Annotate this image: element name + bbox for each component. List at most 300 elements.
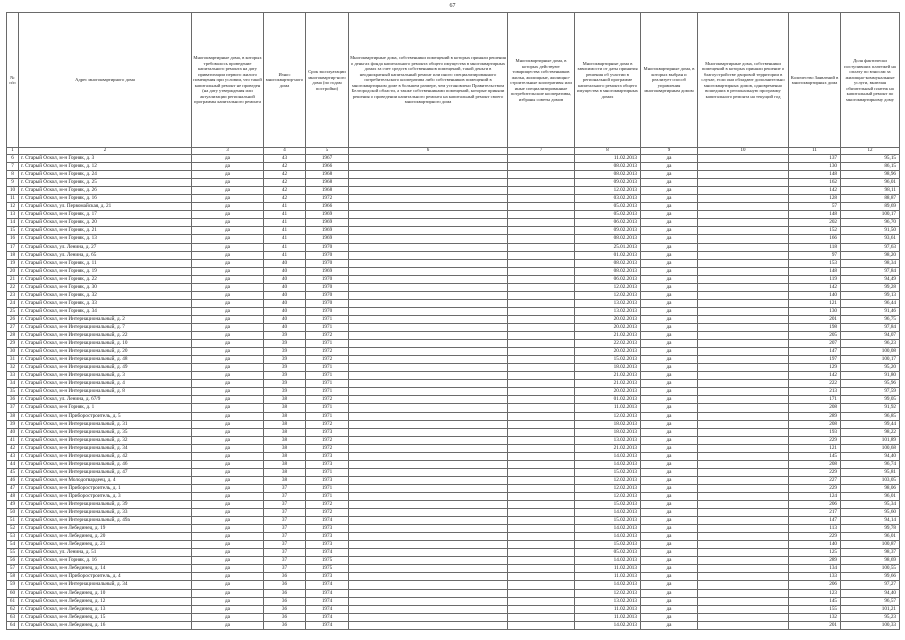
owners-decision-cell xyxy=(349,179,508,187)
column-header-5: Срок эксплуатации многоквартир-ного дома (по годам постройки) xyxy=(306,13,349,148)
management-method-cell: да xyxy=(641,396,698,404)
table-row xyxy=(7,404,900,412)
wear-cell: 37 xyxy=(264,549,306,557)
address-cell: г. Старый Оскол, м-н Горняк, д. 16 xyxy=(19,195,192,203)
hoa-cell xyxy=(508,235,575,243)
decision-date-cell: 11.02.2013 xyxy=(575,404,641,412)
table-row xyxy=(7,187,900,195)
row-number-cell: 49 xyxy=(7,501,19,509)
table-row xyxy=(7,460,900,468)
address-cell: г. Старый Оскол, м-н Горняк, д. 33 xyxy=(19,299,192,307)
address-cell: г. Старый Оскол, ул. Первомайская, д. 21 xyxy=(19,203,192,211)
wear-cell: 37 xyxy=(264,525,306,533)
wear-cell: 37 xyxy=(264,501,306,509)
table-header-row xyxy=(7,13,900,148)
wear-cell: 37 xyxy=(264,533,306,541)
hoa-cell xyxy=(508,573,575,581)
address-cell: г. Старый Оскол, м-н Приборостроитель, д. 4 xyxy=(19,573,192,581)
row-number-cell: 12 xyxy=(7,203,19,211)
address-cell: г. Старый Оскол, м-н Интернациональный, д. 32 xyxy=(19,436,192,444)
payment-share-cell: 98,69 xyxy=(841,557,900,565)
wear-cell: 40 xyxy=(264,267,306,275)
owners-decision-cell xyxy=(349,332,508,340)
row-number-cell: 41 xyxy=(7,436,19,444)
address-cell: г. Старый Оскол, м-н Горняк, д. 3 xyxy=(19,155,192,163)
landscaping-cell xyxy=(698,315,789,323)
repair-required-cell: да xyxy=(192,356,264,364)
management-method-cell: да xyxy=(641,525,698,533)
construction-year-cell: 1970 xyxy=(306,259,349,267)
row-number-cell: 17 xyxy=(7,243,19,251)
hoa-cell xyxy=(508,323,575,331)
wear-cell: 36 xyxy=(264,573,306,581)
repair-required-cell: да xyxy=(192,468,264,476)
row-number-cell: 47 xyxy=(7,484,19,492)
address-cell: г. Старый Оскол, м-н Интернациональный, д. 2 xyxy=(19,315,192,323)
decision-date-cell: 12.02.2013 xyxy=(575,492,641,500)
row-number-cell: 9 xyxy=(7,179,19,187)
hoa-cell xyxy=(508,605,575,613)
row-number-cell: 22 xyxy=(7,283,19,291)
repair-required-cell: да xyxy=(192,364,264,372)
applications-count-cell: 125 xyxy=(789,549,841,557)
owners-decision-cell xyxy=(349,291,508,299)
table-row xyxy=(7,621,900,629)
row-number-cell: 34 xyxy=(7,380,19,388)
row-number-cell: 8 xyxy=(7,171,19,179)
decision-date-cell: 05.02.2013 xyxy=(575,211,641,219)
decision-date-cell: 15.02.2013 xyxy=(575,468,641,476)
applications-count-cell: 140 xyxy=(789,291,841,299)
payment-share-cell: 96,23 xyxy=(841,340,900,348)
repair-required-cell: да xyxy=(192,420,264,428)
construction-year-cell: 1970 xyxy=(306,275,349,283)
hoa-cell xyxy=(508,243,575,251)
column-number-2: 2 xyxy=(19,148,192,155)
repair-required-cell: да xyxy=(192,203,264,211)
column-header-12: Доля фактически поступивших платежей на оплату по взносам за жилищно-коммунальные услуги, включая обязательный платеж на капитальный ремонт по многоквартирному дому xyxy=(841,13,900,148)
wear-cell: 41 xyxy=(264,235,306,243)
address-cell: г. Старый Оскол, м-н Горняк, д. 12 xyxy=(19,163,192,171)
hoa-cell xyxy=(508,267,575,275)
decision-date-cell: 03.02.2013 xyxy=(575,195,641,203)
landscaping-cell xyxy=(698,283,789,291)
applications-count-cell: 132 xyxy=(789,613,841,621)
management-method-cell: да xyxy=(641,219,698,227)
table-row xyxy=(7,589,900,597)
column-number-4: 4 xyxy=(264,148,306,155)
repair-required-cell: да xyxy=(192,171,264,179)
repair-required-cell: да xyxy=(192,597,264,605)
construction-year-cell: 1966 xyxy=(306,203,349,211)
management-method-cell: да xyxy=(641,557,698,565)
table-row xyxy=(7,476,900,484)
decision-date-cell: 11.02.2013 xyxy=(575,605,641,613)
owners-decision-cell xyxy=(349,492,508,500)
owners-decision-cell xyxy=(349,581,508,589)
landscaping-cell xyxy=(698,565,789,573)
decision-date-cell: 21.02.2013 xyxy=(575,444,641,452)
landscaping-cell xyxy=(698,501,789,509)
repair-required-cell: да xyxy=(192,380,264,388)
repair-required-cell: да xyxy=(192,179,264,187)
wear-cell: 36 xyxy=(264,581,306,589)
wear-cell: 40 xyxy=(264,307,306,315)
repair-required-cell: да xyxy=(192,195,264,203)
table-row xyxy=(7,323,900,331)
management-method-cell: да xyxy=(641,155,698,163)
construction-year-cell: 1972 xyxy=(306,195,349,203)
management-method-cell: да xyxy=(641,621,698,629)
table-row xyxy=(7,364,900,372)
repair-required-cell: да xyxy=(192,484,264,492)
hoa-cell xyxy=(508,348,575,356)
applications-count-cell: 147 xyxy=(789,517,841,525)
applications-count-cell: 129 xyxy=(789,364,841,372)
management-method-cell: да xyxy=(641,436,698,444)
table-row xyxy=(7,219,900,227)
management-method-cell: да xyxy=(641,549,698,557)
owners-decision-cell xyxy=(349,613,508,621)
wear-cell: 40 xyxy=(264,323,306,331)
construction-year-cell: 1975 xyxy=(306,557,349,565)
wear-cell: 36 xyxy=(264,613,306,621)
table-row xyxy=(7,372,900,380)
hoa-cell xyxy=(508,251,575,259)
owners-decision-cell xyxy=(349,356,508,364)
address-cell: г. Старый Оскол, м-н Интернациональный, д. 35 xyxy=(19,428,192,436)
payment-share-cell: 100,17 xyxy=(841,211,900,219)
landscaping-cell xyxy=(698,492,789,500)
management-method-cell: да xyxy=(641,460,698,468)
table-row xyxy=(7,307,900,315)
payment-share-cell: 99,44 xyxy=(841,420,900,428)
address-cell: г. Старый Оскол, ул. Ленина, д. 51 xyxy=(19,549,192,557)
payment-share-cell: 94,40 xyxy=(841,452,900,460)
management-method-cell: да xyxy=(641,259,698,267)
management-method-cell: да xyxy=(641,613,698,621)
applications-count-cell: 142 xyxy=(789,187,841,195)
decision-date-cell: 11.02.2013 xyxy=(575,565,641,573)
owners-decision-cell xyxy=(349,589,508,597)
management-method-cell: да xyxy=(641,533,698,541)
repair-required-cell: да xyxy=(192,501,264,509)
row-number-cell: 42 xyxy=(7,444,19,452)
row-number-cell: 45 xyxy=(7,468,19,476)
payment-share-cell: 96,85 xyxy=(841,412,900,420)
repair-required-cell: да xyxy=(192,251,264,259)
repair-required-cell: да xyxy=(192,605,264,613)
applications-count-cell: 153 xyxy=(789,259,841,267)
hoa-cell xyxy=(508,283,575,291)
row-number-cell: 62 xyxy=(7,605,19,613)
wear-cell: 41 xyxy=(264,243,306,251)
table-row xyxy=(7,525,900,533)
wear-cell: 36 xyxy=(264,605,306,613)
construction-year-cell: 1973 xyxy=(306,460,349,468)
applications-count-cell: 118 xyxy=(789,243,841,251)
row-number-cell: 44 xyxy=(7,460,19,468)
owners-decision-cell xyxy=(349,348,508,356)
construction-year-cell: 1974 xyxy=(306,581,349,589)
repair-required-cell: да xyxy=(192,589,264,597)
construction-year-cell: 1969 xyxy=(306,235,349,243)
decision-date-cell: 21.02.2013 xyxy=(575,332,641,340)
payment-share-cell: 91,46 xyxy=(841,307,900,315)
landscaping-cell xyxy=(698,476,789,484)
wear-cell: 38 xyxy=(264,428,306,436)
repair-required-cell: да xyxy=(192,283,264,291)
wear-cell: 38 xyxy=(264,460,306,468)
wear-cell: 38 xyxy=(264,476,306,484)
landscaping-cell xyxy=(698,396,789,404)
table-row xyxy=(7,340,900,348)
wear-cell: 38 xyxy=(264,404,306,412)
decision-date-cell: 20.02.2013 xyxy=(575,323,641,331)
owners-decision-cell xyxy=(349,517,508,525)
management-method-cell: да xyxy=(641,299,698,307)
column-header-7: Многоквартирные дома, в которых действуют товарищества собственников жилья, жилищные, жилищно-строительные кооперативы или иные специализированные потребительские кооперативы, избраны советы домов xyxy=(508,13,575,148)
landscaping-cell xyxy=(698,420,789,428)
landscaping-cell xyxy=(698,428,789,436)
decision-date-cell: 08.02.2013 xyxy=(575,267,641,275)
management-method-cell: да xyxy=(641,444,698,452)
row-number-cell: 6 xyxy=(7,155,19,163)
management-method-cell: да xyxy=(641,412,698,420)
table-row xyxy=(7,211,900,219)
payment-share-cell: 97,84 xyxy=(841,323,900,331)
table-row xyxy=(7,452,900,460)
construction-year-cell: 1974 xyxy=(306,589,349,597)
payment-share-cell: 98,96 xyxy=(841,171,900,179)
hoa-cell xyxy=(508,501,575,509)
construction-year-cell: 1975 xyxy=(306,565,349,573)
table-row xyxy=(7,420,900,428)
construction-year-cell: 1971 xyxy=(306,388,349,396)
construction-year-cell: 1970 xyxy=(306,299,349,307)
table-row xyxy=(7,299,900,307)
payment-share-cell: 99,05 xyxy=(841,396,900,404)
wear-cell: 39 xyxy=(264,388,306,396)
landscaping-cell xyxy=(698,291,789,299)
wear-cell: 41 xyxy=(264,211,306,219)
repair-required-cell: да xyxy=(192,460,264,468)
applications-count-cell: 217 xyxy=(789,509,841,517)
decision-date-cell: 12.02.2013 xyxy=(575,484,641,492)
applications-count-cell: 148 xyxy=(789,211,841,219)
address-cell: г. Старый Оскол, м-н Интернациональный, д. 10 xyxy=(19,340,192,348)
row-number-cell: 43 xyxy=(7,452,19,460)
address-cell: г. Старый Оскол, м-н Горняк, д. 16 xyxy=(19,557,192,565)
row-number-cell: 26 xyxy=(7,315,19,323)
hoa-cell xyxy=(508,299,575,307)
applications-count-cell: 201 xyxy=(789,315,841,323)
landscaping-cell xyxy=(698,460,789,468)
payment-share-cell: 96,01 xyxy=(841,533,900,541)
wear-cell: 40 xyxy=(264,291,306,299)
applications-count-cell: 130 xyxy=(789,307,841,315)
address-cell: г. Старый Оскол, м-н Лебединец, д. 15 xyxy=(19,613,192,621)
landscaping-cell xyxy=(698,163,789,171)
management-method-cell: да xyxy=(641,227,698,235)
repair-required-cell: да xyxy=(192,332,264,340)
address-cell: г. Старый Оскол, м-н Интернациональный, д. 8 xyxy=(19,388,192,396)
hoa-cell xyxy=(508,396,575,404)
address-cell: г. Старый Оскол, м-н Интернациональный, д. 31 xyxy=(19,420,192,428)
payment-share-cell: 96,74 xyxy=(841,460,900,468)
row-number-cell: 28 xyxy=(7,332,19,340)
hoa-cell xyxy=(508,364,575,372)
column-header-8: Многоквартирные дома в зависимости от даты принятия решения об участии в региональной программе капитального ремонта общего имущества в многоквартирных домах xyxy=(575,13,641,148)
table-row xyxy=(7,517,900,525)
decision-date-cell: 18.02.2013 xyxy=(575,364,641,372)
table-row xyxy=(7,573,900,581)
address-cell: г. Старый Оскол, м-н Приборостроитель, д. 1 xyxy=(19,484,192,492)
table-row xyxy=(7,163,900,171)
table-row xyxy=(7,565,900,573)
management-method-cell: да xyxy=(641,243,698,251)
wear-cell: 39 xyxy=(264,340,306,348)
owners-decision-cell xyxy=(349,155,508,163)
table-row xyxy=(7,259,900,267)
wear-cell: 37 xyxy=(264,557,306,565)
repair-required-cell: да xyxy=(192,492,264,500)
hoa-cell xyxy=(508,589,575,597)
wear-cell: 39 xyxy=(264,348,306,356)
construction-year-cell: 1973 xyxy=(306,525,349,533)
construction-year-cell: 1970 xyxy=(306,307,349,315)
applications-count-cell: 140 xyxy=(789,541,841,549)
applications-count-cell: 198 xyxy=(789,323,841,331)
row-number-cell: 40 xyxy=(7,428,19,436)
construction-year-cell: 1971 xyxy=(306,412,349,420)
table-row xyxy=(7,597,900,605)
table-row xyxy=(7,380,900,388)
table-row xyxy=(7,428,900,436)
construction-year-cell: 1973 xyxy=(306,573,349,581)
repair-required-cell: да xyxy=(192,557,264,565)
payment-share-cell: 98,11 xyxy=(841,187,900,195)
hoa-cell xyxy=(508,597,575,605)
construction-year-cell: 1969 xyxy=(306,227,349,235)
row-number-cell: 32 xyxy=(7,364,19,372)
decision-date-cell: 20.02.2013 xyxy=(575,348,641,356)
payment-share-cell: 101,21 xyxy=(841,605,900,613)
landscaping-cell xyxy=(698,195,789,203)
payment-share-cell: 98,06 xyxy=(841,484,900,492)
construction-year-cell: 1973 xyxy=(306,428,349,436)
register-table-container xyxy=(6,12,899,630)
capital-repair-register-table xyxy=(6,12,900,630)
owners-decision-cell xyxy=(349,573,508,581)
address-cell: г. Старый Оскол, м-н Горняк, д. 25 xyxy=(19,179,192,187)
construction-year-cell: 1972 xyxy=(306,444,349,452)
landscaping-cell xyxy=(698,332,789,340)
landscaping-cell xyxy=(698,533,789,541)
table-row xyxy=(7,267,900,275)
construction-year-cell: 1974 xyxy=(306,621,349,629)
table-row xyxy=(7,533,900,541)
hoa-cell xyxy=(508,380,575,388)
management-method-cell: да xyxy=(641,380,698,388)
decision-date-cell: 13.02.2013 xyxy=(575,299,641,307)
row-number-cell: 38 xyxy=(7,412,19,420)
decision-date-cell: 05.02.2013 xyxy=(575,203,641,211)
wear-cell: 40 xyxy=(264,283,306,291)
row-number-cell: 30 xyxy=(7,348,19,356)
decision-date-cell: 05.02.2013 xyxy=(575,549,641,557)
owners-decision-cell xyxy=(349,621,508,629)
owners-decision-cell xyxy=(349,549,508,557)
address-cell: г. Старый Оскол, м-н Лебединец, д. 20 xyxy=(19,533,192,541)
landscaping-cell xyxy=(698,348,789,356)
applications-count-cell: 113 xyxy=(789,525,841,533)
repair-required-cell: да xyxy=(192,323,264,331)
decision-date-cell: 20.02.2013 xyxy=(575,388,641,396)
landscaping-cell xyxy=(698,509,789,517)
decision-date-cell: 13.02.2013 xyxy=(575,307,641,315)
landscaping-cell xyxy=(698,243,789,251)
owners-decision-cell xyxy=(349,235,508,243)
landscaping-cell xyxy=(698,251,789,259)
address-cell: г. Старый Оскол, м-н Горняк, д. 32 xyxy=(19,291,192,299)
owners-decision-cell xyxy=(349,452,508,460)
column-number-8: 8 xyxy=(575,148,641,155)
hoa-cell xyxy=(508,581,575,589)
address-cell: г. Старый Оскол, м-н Приборостроитель, д. 3 xyxy=(19,492,192,500)
address-cell: г. Старый Оскол, м-н Лебединец, д. 13 xyxy=(19,605,192,613)
table-row xyxy=(7,468,900,476)
applications-count-cell: 201 xyxy=(789,621,841,629)
owners-decision-cell xyxy=(349,476,508,484)
owners-decision-cell xyxy=(349,428,508,436)
wear-cell: 38 xyxy=(264,436,306,444)
payment-share-cell: 98,22 xyxy=(841,428,900,436)
construction-year-cell: 1973 xyxy=(306,452,349,460)
column-number-10: 10 xyxy=(698,148,789,155)
decision-date-cell: 08.02.2013 xyxy=(575,171,641,179)
landscaping-cell xyxy=(698,364,789,372)
construction-year-cell: 1969 xyxy=(306,219,349,227)
landscaping-cell xyxy=(698,203,789,211)
payment-share-cell: 91,92 xyxy=(841,404,900,412)
construction-year-cell: 1969 xyxy=(306,211,349,219)
table-row xyxy=(7,509,900,517)
row-number-cell: 63 xyxy=(7,613,19,621)
hoa-cell xyxy=(508,356,575,364)
address-cell: г. Старый Оскол, м-н Интернациональный, д. 49а xyxy=(19,517,192,525)
row-number-cell: 37 xyxy=(7,404,19,412)
payment-share-cell: 96,57 xyxy=(841,597,900,605)
decision-date-cell: 15.02.2013 xyxy=(575,541,641,549)
owners-decision-cell xyxy=(349,468,508,476)
table-row xyxy=(7,581,900,589)
landscaping-cell xyxy=(698,621,789,629)
applications-count-cell: 222 xyxy=(789,380,841,388)
repair-required-cell: да xyxy=(192,340,264,348)
address-cell: г. Старый Оскол, м-н Лебединец, д. 16 xyxy=(19,621,192,629)
wear-cell: 38 xyxy=(264,420,306,428)
repair-required-cell: да xyxy=(192,372,264,380)
address-cell: г. Старый Оскол, м-н Интернациональный, д. 7 xyxy=(19,323,192,331)
construction-year-cell: 1972 xyxy=(306,420,349,428)
landscaping-cell xyxy=(698,549,789,557)
management-method-cell: да xyxy=(641,163,698,171)
wear-cell: 40 xyxy=(264,299,306,307)
landscaping-cell xyxy=(698,340,789,348)
repair-required-cell: да xyxy=(192,291,264,299)
landscaping-cell xyxy=(698,179,789,187)
